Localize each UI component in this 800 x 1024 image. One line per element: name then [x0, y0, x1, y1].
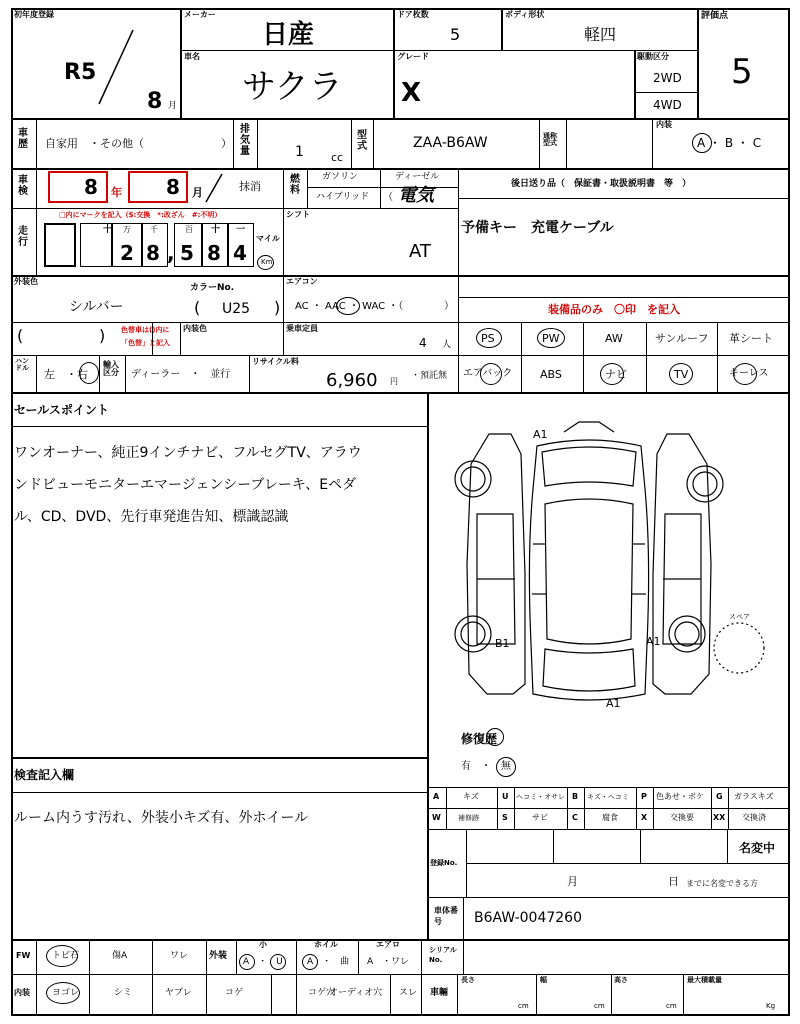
fuel-hybrid: ハイブリッド	[316, 192, 370, 202]
km-label: Km	[261, 258, 273, 266]
car-damage-diagram	[429, 394, 789, 724]
small-u-circle	[270, 954, 286, 970]
equip-pw: PW	[542, 332, 560, 345]
legend-p-text: 色あせ・ボケ	[656, 792, 704, 801]
history-close: ）	[221, 137, 232, 150]
interior-row-label: 内装	[14, 988, 30, 997]
equipment-header: 装備品のみ 〇印 を記入	[548, 303, 680, 316]
exterior-label: 外装	[209, 951, 228, 961]
repair-history-label: 修復歴	[461, 732, 498, 746]
fw-scratch: 傷A	[112, 951, 128, 961]
history-value: 自家用 ・その他（	[45, 137, 144, 150]
slash-mark	[95, 28, 137, 108]
equip-keyless-circle	[733, 363, 757, 385]
grade-score-label: 評価点	[701, 11, 729, 21]
equip-pw-circle	[537, 328, 565, 348]
int-audio-hole-visible: オーディオ穴	[329, 988, 383, 998]
car-name-label: 車名	[184, 52, 200, 61]
legend-xx-text: 交換済	[742, 813, 766, 822]
small-value: A ・ U	[243, 957, 283, 967]
common-model-label: 通称型式	[543, 132, 557, 147]
recycle-value: 6,960	[326, 370, 378, 391]
body-label: ボディ形状	[505, 10, 545, 19]
unit-sen: 千	[150, 225, 158, 234]
int-burn-hole: コゲ穴	[308, 988, 336, 998]
vin-value: B6AW-0047260	[474, 910, 583, 926]
spare-label: スペア	[729, 613, 750, 621]
interior-color-label: 内装色	[183, 324, 207, 333]
int-tear: ヤブレ	[165, 988, 192, 998]
displacement-value: 1	[295, 144, 304, 160]
width-label: 幅	[540, 976, 547, 984]
int-stain: シミ	[114, 988, 133, 998]
sales-line-3: ル、CD、DVD、先行車発進告知、標識認識	[14, 509, 289, 525]
serial-label: シリアルNo.	[429, 946, 457, 964]
first-registration-label: 初年度登録	[14, 10, 54, 19]
capacity-label: 乗車定員	[286, 324, 318, 333]
color-no-label: カラーNo.	[190, 283, 235, 293]
equip-sunroof: サンルーフ	[655, 332, 709, 345]
length-label: 長さ	[461, 976, 475, 984]
legend-a-text: キズ	[463, 792, 479, 801]
max-load-unit: Kg	[766, 1002, 776, 1010]
max-load-label: 最大積載量	[687, 976, 722, 984]
first-registration-era: R5	[64, 60, 97, 85]
fuel-label: 燃料	[290, 174, 300, 196]
displacement-label: 排気量	[240, 124, 250, 157]
repair-history-circle	[486, 728, 504, 746]
mileage-sep: ,	[167, 241, 175, 265]
interior-grade-value: A ・ B ・ C	[697, 136, 762, 150]
legend-b: B	[572, 792, 579, 801]
mileage-digit-1	[44, 223, 76, 267]
mileage-d2: 8	[146, 241, 160, 265]
equip-tv: TV	[674, 368, 689, 381]
legend-b-text: キズ・ヘコミ	[587, 793, 629, 801]
legend-s-text: サビ	[532, 813, 548, 822]
fw-label: FW	[16, 951, 31, 960]
wheel-label: ホイル	[314, 940, 338, 949]
repair-history-value: 有 ・ 無	[461, 761, 511, 772]
registration-month: 月	[567, 875, 578, 888]
inspection-year-value: 8	[84, 175, 98, 199]
fw-chip-circle	[46, 945, 78, 967]
interior-a-circle	[692, 133, 712, 153]
maker-value: 日産	[262, 20, 315, 50]
equip-navi: ナビ	[605, 368, 627, 381]
equip-ps-circle	[476, 328, 502, 348]
color-no-paren-open: (	[194, 298, 201, 317]
legend-u-text: ヘコミ・オサレ	[516, 793, 565, 801]
month-unit: 月	[168, 101, 178, 111]
wheel-value: A ・ 曲	[307, 957, 350, 967]
color-no-paren-close: )	[274, 298, 281, 317]
unit-man: 万	[123, 225, 131, 234]
width-unit: cm	[594, 1002, 605, 1010]
aircon-close: ）	[444, 301, 454, 312]
legend-c: C	[572, 813, 578, 822]
legend-x-text: 交換要	[670, 813, 694, 822]
unit-ju: 十	[211, 225, 221, 235]
model-value: ZAA-B6AW	[413, 135, 488, 151]
equip-aw: AW	[605, 332, 623, 345]
aero-value: A ・ワレ	[367, 957, 410, 967]
fw-chip: トビ石	[52, 951, 80, 961]
height-label: 高さ	[614, 976, 628, 984]
interior-grade-label: 内装	[656, 120, 672, 129]
small-label: 小	[259, 940, 267, 949]
inspection-month-value: 8	[166, 175, 180, 199]
unit-hyaku: 百	[185, 225, 193, 234]
fuel-electric: 電気	[398, 185, 434, 206]
handle-right-circle	[79, 362, 99, 384]
damage-mark-b1: B1	[495, 637, 510, 650]
equip-abs: ABS	[540, 368, 562, 381]
capacity-value: 4	[419, 336, 427, 350]
handle-value: 左 ・右	[44, 368, 88, 381]
history-label: 車歴	[18, 128, 28, 150]
displacement-unit: cc	[331, 151, 344, 164]
exterior-color-label: 外装色	[14, 277, 38, 286]
fuel-gas: ガソリン	[322, 172, 359, 182]
height-unit: cm	[666, 1002, 677, 1010]
mileage-d4: 8	[207, 241, 221, 265]
vin-label: 車体番号	[434, 906, 458, 926]
mileage-d1: 2	[120, 241, 134, 265]
legend-xx: XX	[713, 813, 726, 822]
mile-label: マイル	[256, 234, 280, 243]
check-text: ルーム内うす汚れ、外装小キズ有、外ホイール	[14, 810, 309, 826]
legend-s: S	[502, 813, 508, 822]
fw-crack: ワレ	[170, 951, 189, 961]
shift-label: シフト	[286, 210, 310, 219]
color-change-note-1: 色替車は()内に	[121, 326, 170, 334]
damage-mark-a1-right: A1	[646, 635, 661, 648]
capacity-unit: 人	[442, 340, 452, 350]
notes-text: 予備キー 充電ケーブル	[461, 220, 614, 236]
int-burn: コゲ	[225, 988, 244, 998]
legend-x: X	[641, 813, 648, 822]
int-dirt: ヨゴレ	[52, 988, 80, 998]
km-circle	[257, 255, 274, 270]
legend-w: W	[432, 813, 441, 822]
equip-airbag: エアバック	[463, 368, 513, 379]
color-no-value: U25	[222, 301, 251, 317]
import-value: ディーラー ・ 並行	[131, 369, 231, 380]
sales-title: セールスポイント	[14, 403, 109, 417]
length-unit: cm	[518, 1002, 529, 1010]
inspection-year-box	[48, 171, 108, 203]
check-title: 検査記入欄	[14, 768, 75, 782]
equip-leather: 革シート	[729, 332, 773, 345]
unit-ten: 十	[103, 225, 113, 235]
extra-paren-open: (	[17, 326, 24, 345]
name-change-label: 名変中	[739, 841, 776, 855]
inspection-label: 車検	[18, 175, 28, 197]
registration-note: までに名変できる方	[686, 879, 758, 888]
legend-c-text: 腐食	[602, 813, 618, 822]
body-value: 軽四	[584, 25, 617, 44]
inspection-cancel: 抹消	[239, 180, 261, 193]
import-label: 輸入区分	[103, 360, 119, 377]
extra-paren-close: )	[99, 326, 106, 345]
fuel-diesel: ディーゼル	[395, 172, 440, 182]
legend-u: U	[502, 792, 509, 801]
mileage-d3: 5	[180, 241, 194, 265]
small-a-circle	[239, 954, 255, 970]
drive-label: 駆動区分	[637, 52, 669, 61]
equip-airbag-circle	[480, 363, 502, 385]
exterior-color-value: シルバー	[69, 299, 124, 315]
legend-g: G	[716, 792, 723, 801]
equip-keyless: キーレス	[729, 368, 769, 379]
drive-option-4wd: 4WD	[653, 98, 682, 112]
recycle-unit: 円	[390, 377, 398, 386]
registration-day: 日	[668, 875, 679, 888]
aircon-label: エアコン	[286, 277, 318, 286]
doors-value: 5	[450, 25, 461, 44]
shift-value: AT	[409, 241, 431, 262]
registration-label: 登録No.	[430, 859, 458, 867]
inspection-year-unit: 年	[111, 186, 122, 199]
mileage-note: □内にマークを記入（$:交換 *:改ざん #:不明）	[59, 211, 222, 219]
legend-a: A	[433, 792, 440, 801]
unit-ichi: 一	[236, 225, 246, 235]
int-dirt-circle	[46, 982, 80, 1004]
vehicle-size-label: 車輛	[430, 988, 449, 998]
grade-value: X	[401, 78, 422, 108]
deferred-docs: 後日送り品（ 保証書・取扱説明書 等 ）	[511, 179, 692, 189]
int-rub: スレ	[399, 988, 418, 998]
first-registration-month: 8	[147, 89, 163, 114]
legend-w-text: 補修跡	[458, 814, 479, 822]
repair-none-circle	[496, 757, 516, 777]
mileage-label: 走行	[18, 226, 28, 248]
legend-p: P	[641, 792, 647, 801]
drive-option-2wd: 2WD	[653, 71, 682, 85]
handle-label: ハンドル	[15, 357, 29, 372]
fuel-hybrid-paren: （	[383, 192, 393, 203]
model-label: 型式	[357, 130, 367, 152]
recycle-label: リサイクル料	[252, 357, 299, 366]
grade-score-value: 5	[731, 52, 753, 92]
damage-mark-a1-front: A1	[533, 428, 548, 441]
damage-mark-a1-rear: A1	[606, 697, 621, 710]
grade-label: グレード	[397, 52, 429, 61]
wheel-a-circle	[302, 954, 318, 970]
sales-line-1: ワンオーナー、純正9インチナビ、フルセグTV、アラウ	[14, 445, 362, 461]
doors-label: ドア枚数	[397, 10, 429, 19]
maker-label: メーカー	[184, 10, 216, 19]
car-name-value: サクラ	[242, 67, 343, 107]
inspection-slash	[203, 172, 225, 204]
aero-label: エアロ	[376, 940, 400, 949]
aircon-aac-circle	[336, 297, 360, 315]
equip-ps: PS	[481, 332, 495, 345]
legend-g-text: ガラスキズ	[734, 792, 774, 801]
aircon-value: AC ・ AAC ・ WAC ・（	[295, 301, 404, 312]
mileage-d5: 4	[233, 241, 247, 265]
equip-navi-circle	[600, 363, 624, 385]
equip-tv-circle	[669, 363, 693, 385]
inspection-month-unit: 月	[192, 186, 203, 199]
recycle-deposit: ・預託無	[411, 371, 448, 381]
sales-line-2: ンドビューモニターエマージェンシーブレーキ、Eペダ	[14, 477, 357, 493]
color-change-note-2: 「色替」と記入	[121, 339, 170, 347]
